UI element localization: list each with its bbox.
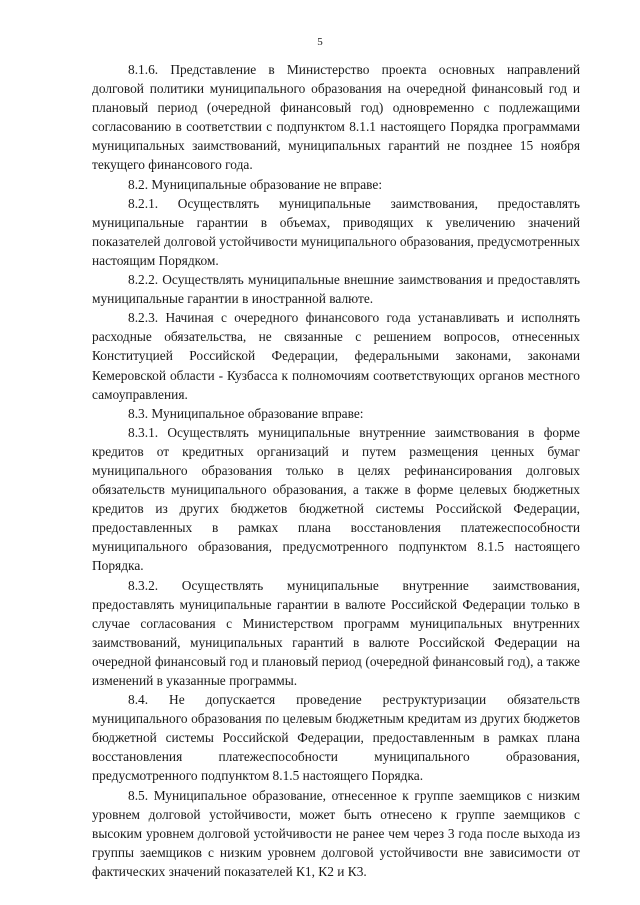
- paragraph-8-2-3: 8.2.3. Начиная с очередного финансового года устанавливать и исполнять расходные обязательства, не связанные с решением вопросов, отнесенных Конституцией Российской Федерации, федеральными законами, законами Кемеровской области - Кузбасса к полномочиям соответствующих органов местного самоуправления.: [92, 310, 580, 402]
- paragraph-8-5: 8.5. Муниципальное образование, отнесенное к группе заемщиков с низким уровнем долговой устойчивости, может быть отнесено к группе заемщиков с высоким уровнем долговой устойчивости не ранее чем через 3 года после выхода из группы заемщиков с низким уровнем долговой устойчивости вне зависимости от фактических значений показателей К1, К2 и К3.: [92, 787, 580, 879]
- paragraph-8-3-2: 8.3.2. Осуществлять муниципальные внутренние заимствования, предоставлять муниципальные гарантии в валюте Российской Федерации только в случае согласования с Министерством программ муниципальных внутренних заимствований, муниципальных гарантий в валюте Российской Федерации на очередной финансовый год и плановый период (очередной финансовый год), а также изменений в указанные программы.: [92, 577, 580, 688]
- paragraph-8-1-6: 8.1.6. Представление в Министерство проекта основных направлений долговой политики муниципального образования на очередной финансовый год и плановый период (очередной финансовый год) одновременно с подлежащими согласованию в соответствии с подпунктом 8.1.1 настоящего Порядка программами муниципальных заимствований, муниципальных гарантий не позднее 15 ноября текущего финансового года.: [92, 62, 580, 173]
- paragraph-8-2: 8.2. Муниципальные образование не вправе:: [128, 176, 383, 192]
- document-body: [92, 60, 580, 881]
- paragraph-8-3: 8.3. Муниципальное образование вправе:: [128, 405, 364, 421]
- page-number: 5: [317, 36, 323, 48]
- paragraph-8-3-1: 8.3.1. Осуществлять муниципальные внутренние заимствования в форме кредитов от кредитных организаций и путем размещения ценных бумаг муниципального образования только в целях рефинансирования долговых обязательств муниципального образования, а также в форме целевых бюджетных кредитов из других бюджетов бюджетной системы Российской Федерации, предоставленных в рамках плана восстановления платежеспособности муниципального образования, предусмотренного подпунктом 8.1.5 настоящего Порядка.: [92, 424, 580, 574]
- paragraph-8-2-2: 8.2.2. Осуществлять муниципальные внешние заимствования и предоставлять муниципальные гарантии в иностранной валюте.: [92, 272, 580, 307]
- paragraph-8-2-1: 8.2.1. Осуществлять муниципальные заимствования, предоставлять муниципальные гарантии в объемах, приводящих к увеличению значений показателей долговой устойчивости муниципального образования, предусмотренных настоящим Порядком.: [92, 195, 580, 268]
- paragraph-8-4: 8.4. Не допускается проведение реструктуризации обязательств муниципального образования по целевым бюджетным кредитам из других бюджетов бюджетной системы Российской Федерации, предоставленным в рамках плана восстановления платежеспособности муниципального образования, предусмотренного подпунктом 8.1.5 настоящего Порядка.: [92, 692, 580, 784]
